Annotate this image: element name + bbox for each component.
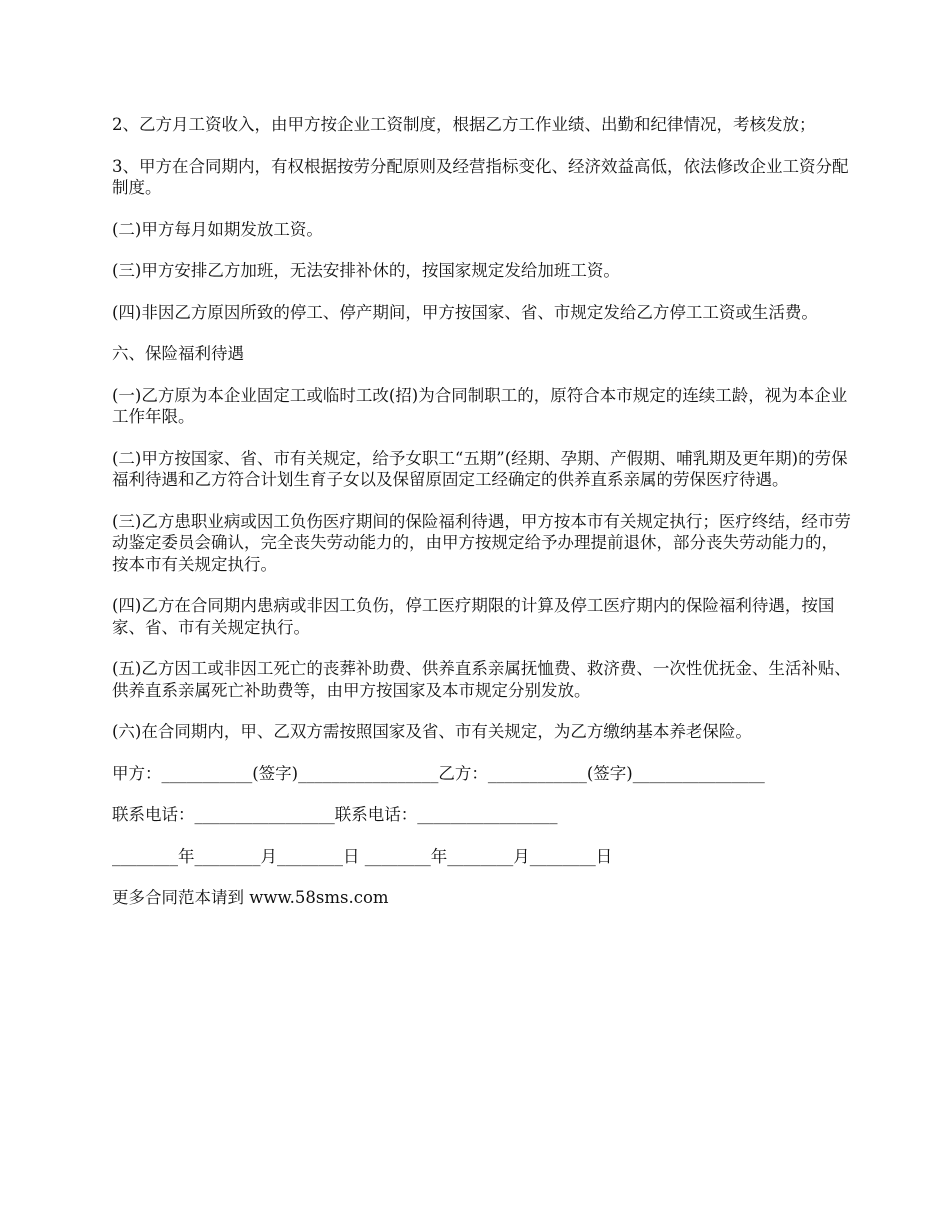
paragraph-female-benefits: (二)甲方按国家、省、市有关规定，给予女职工“五期”(经期、孕期、产假期、哺乳期及更年期)的劳保福利待遇和乙方符合计划生育子女以及保留原固定工经确定的供养直系亲属的劳保医疗待遇。 xyxy=(112,448,848,489)
date-line: ________年________月________日 ________年________月________日 xyxy=(112,846,613,866)
paragraph-work-stoppage: (四)非因乙方原因所致的停工、停产期间，甲方按国家、省、市规定发给乙方停工工资或生活费。 xyxy=(112,302,818,322)
document-page xyxy=(112,114,852,929)
paragraph-monthly-pay: (二)甲方每月如期发放工资。 xyxy=(112,219,323,239)
paragraph-overtime: (三)甲方安排乙方加班，无法安排补休的，按国家规定发给加班工资。 xyxy=(112,261,620,280)
paragraph-salary-income: 2、乙方月工资收入，由甲方按企业工资制度，根据乙方工作业绩、出勤和纪律情况，考核发放； xyxy=(112,115,816,134)
paragraph-salary-system: 3、甲方在合同期内，有权根据按劳分配原则及经营指标变化、经济效益高低，依法修改企业工资分配制度。 xyxy=(112,156,849,197)
paragraph-death-benefits: (五)乙方因工或非因工死亡的丧葬补助费、供养直系亲属抚恤费、救济费、一次性优抚金、生活补贴、供养直系亲属死亡补助费等，由甲方按国家及本市规定分别发放。 xyxy=(112,659,851,700)
contact-phone-line: 联系电话：_________________联系电话：_________________ xyxy=(112,805,558,824)
paragraph-pension: (六)在合同期内，甲、乙双方需按照国家及省、市有关规定，为乙方缴纳基本养老保险。 xyxy=(112,722,752,741)
paragraph-illness-leave: (四)乙方在合同期内患病或非因工负伤，停工医疗期限的计算及停工医疗期内的保险福利待遇，按国家、省、市有关规定执行。 xyxy=(112,596,835,637)
paragraph-seniority: (一)乙方原为本企业固定工或临时工改(招)为合同制职工的，原符合本市规定的连续工龄，视为本企业工作年限。 xyxy=(112,385,848,426)
footer-link-text: 更多合同范本请到 www.58sms.com xyxy=(112,888,389,907)
section-heading-insurance: 六、保险福利待遇 xyxy=(112,344,244,363)
signature-line: 甲方：___________(签字)_________________乙方：____________(签字)________________ xyxy=(112,763,765,783)
paragraph-occupational-injury: (三)乙方患职业病或因工负伤医疗期间的保险福利待遇，甲方按本市有关规定执行；医疗终结，经市劳动鉴定委员会确认，完全丧失劳动能力的，由甲方按规定给予办理提前退休，部分丧失劳动能力的，按本市有关规定执行。 xyxy=(112,511,851,574)
